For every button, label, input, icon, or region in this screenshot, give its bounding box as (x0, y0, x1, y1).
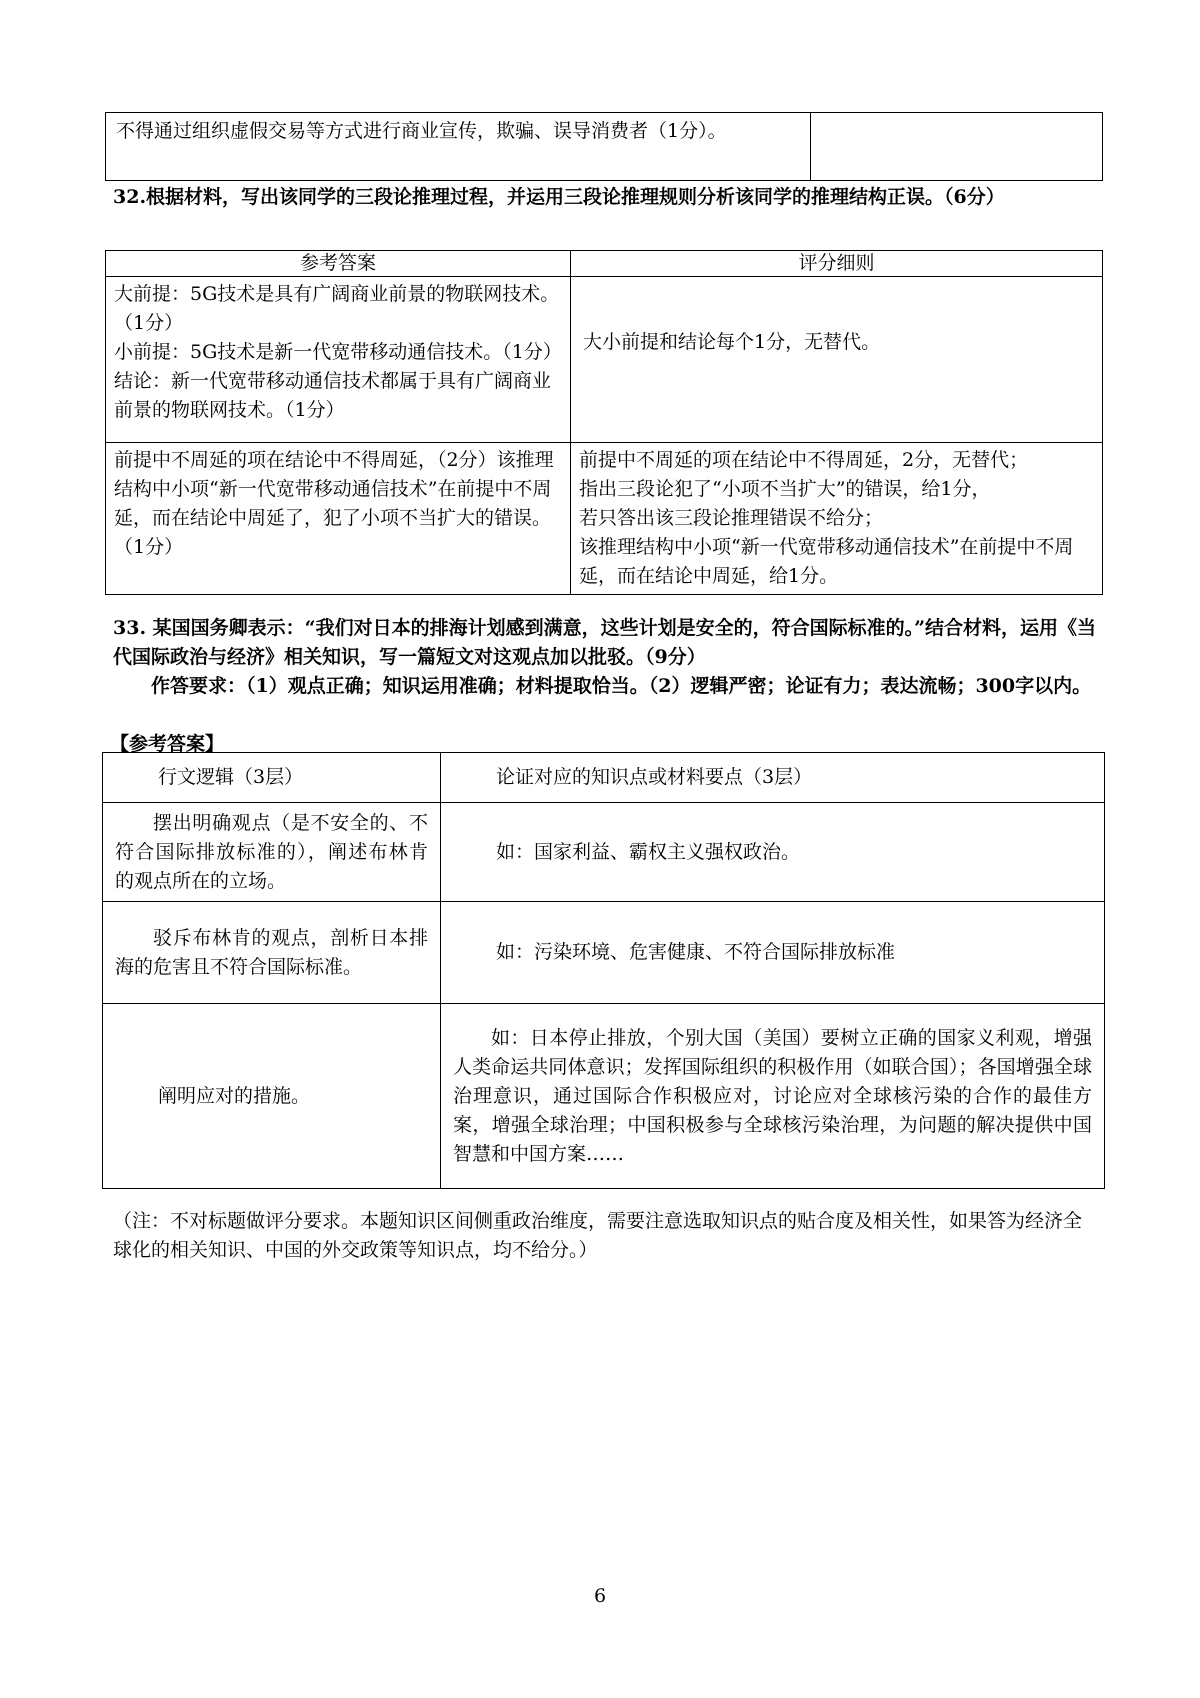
rubric-line-4: 该推理结构中小项“新一代宽带移动通信技术”在前提中不周延，而在结论中周延，给1分。 (579, 536, 1074, 587)
top-table (105, 112, 1103, 181)
rubric-line-2: 指出三段论犯了“小项不当扩大”的错误，给1分， (579, 478, 991, 500)
q33-table (102, 752, 1105, 1189)
q33-answer-label: 【参考答案】 (110, 733, 225, 755)
rubric-line-3: 若只答出该三段论推理错误不给分； (579, 507, 884, 529)
q32-row1-answer (106, 277, 571, 443)
page-number: 6 (593, 1585, 607, 1607)
q32-row2-answer: 前提中不周延的项在结论中不得周延，（2分）该推理结构中小项“新一代宽带移动通信技术”在前提中不周延，而在结论中周延了，犯了小项不当扩大的错误。（1分） (106, 443, 571, 595)
q32-row1-rubric-text: 大小前提和结论每个1分，无替代。 (583, 330, 881, 353)
q33-requirement: 作答要求：（1）观点正确；知识运用准确；材料提取恰当。（2）逻辑严密；论证有力；表达流畅；300字以内。 (151, 675, 1092, 697)
q33-header-points (441, 753, 1105, 803)
q32-prompt: 32.根据材料，写出该同学的三段论推理过程，并运用三段论推理规则分析该同学的推理结构正误。（6分） (113, 186, 1005, 208)
q33-header-logic (103, 753, 441, 803)
q32-header-answer: 参考答案 (106, 251, 571, 277)
conclusion: 结论：新一代宽带移动通信技术都属于具有广阔商业前景的物联网技术。（1分） (114, 370, 552, 421)
q32-table (105, 250, 1103, 595)
q33-row1-points: 如：国家利益、霸权主义强权政治。 (441, 803, 1105, 902)
q33-prompt: 33. 某国国务卿表示：“我们对日本的排海计划感到满意，这些计划是安全的，符合国际标准的。”结合材料，运用《当代国际政治与经济》相关知识，写一篇短文对这观点加以批驳。（9分） (113, 617, 1097, 668)
q33-row3-points: 如：日本停止排放，个别大国（美国）要树立正确的国家义利观，增强人类命运共同体意识；发挥国际组织的积极作用（如联合国）；各国增强全球治理意识，通过国际合作积极应对，讨论应对全球核污染的合作的最佳方案，增强全球治理；中国积极参与全球核污染治理，为问题的解决提供中国智慧和中国方案…… (441, 1004, 1105, 1189)
q32-header-rubric: 评分细则 (571, 251, 1103, 277)
q33-row3-logic: 阐明应对的措施。 (103, 1004, 441, 1189)
rubric-line-1: 前提中不周延的项在结论中不得周延，2分，无替代； (579, 449, 1029, 471)
top-table-left-cell: 不得通过组织虚假交易等方式进行商业宣传，欺骗、误导消费者（1分）。 (106, 113, 811, 181)
q32-row2-rubric (571, 443, 1103, 595)
major-premise: 大前提：5G技术是具有广阔商业前景的物联网技术。（1分） (114, 283, 560, 334)
q33-row2-points: 如：污染环境、危害健康、不符合国际排放标准 (441, 902, 1105, 1004)
q32-row1-rubric (571, 277, 1103, 443)
q33-note: （注：不对标题做评分要求。本题知识区间侧重政治维度，需要注意选取知识点的贴合度及相关性，如果答为经济全球化的相关知识、中国的外交政策等知识点，均不给分。） (113, 1210, 1083, 1261)
q33-header-logic-text: 行文逻辑（3层） (158, 766, 304, 788)
q33-header-points-text: 论证对应的知识点或材料要点（3层） (496, 766, 813, 788)
minor-premise: 小前提：5G技术是新一代宽带移动通信技术。（1分） (114, 341, 562, 363)
q33-row1-logic: 摆出明确观点（是不安全的、不符合国际排放标准的），阐述布林肯的观点所在的立场。 (103, 803, 441, 902)
q33-row2-logic: 驳斥布林肯的观点，剖析日本排海的危害且不符合国际标准。 (103, 902, 441, 1004)
top-table-right-cell (811, 113, 1103, 181)
